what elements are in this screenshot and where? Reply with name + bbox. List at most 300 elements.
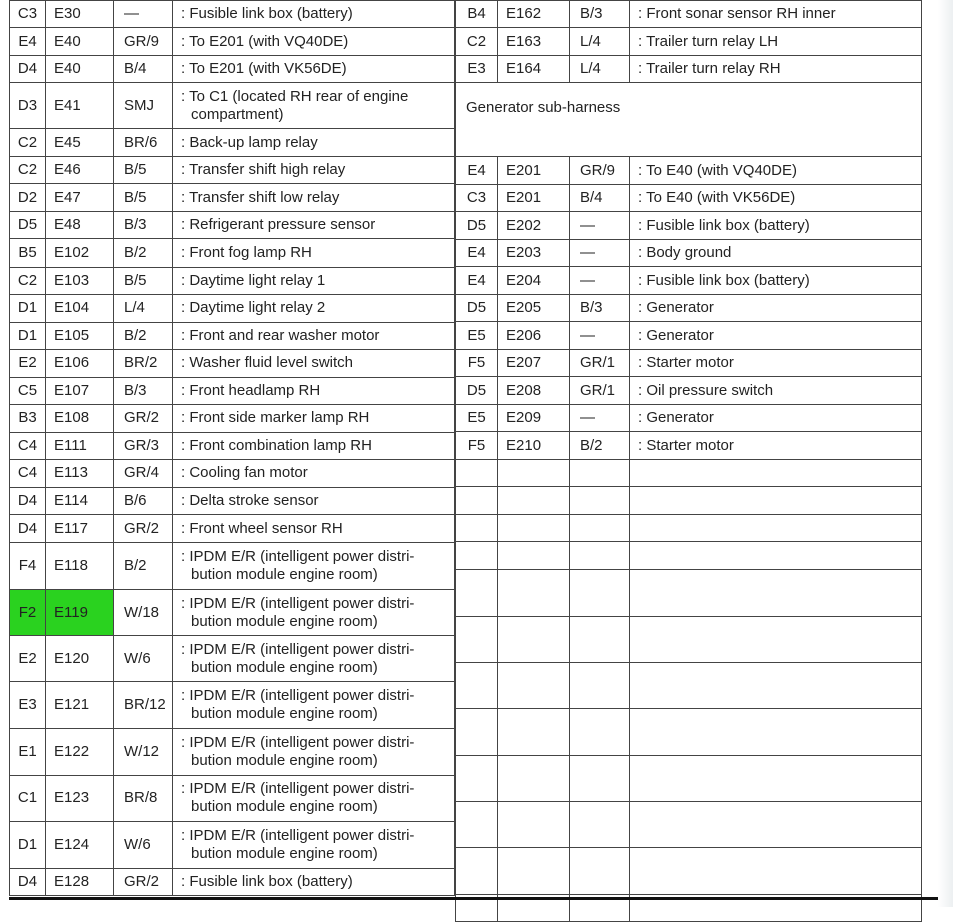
section-title: Generator sub-harness — [456, 83, 922, 157]
connector-spec-cell: W/6 — [114, 821, 173, 868]
grid-ref-cell: E2 — [10, 636, 46, 682]
grid-ref-cell: D2 — [10, 184, 46, 212]
connector-spec-cell: GR/2 — [114, 515, 173, 543]
grid-ref-cell: C3 — [10, 1, 46, 28]
connector-number-cell: E114 — [46, 487, 114, 514]
connector-spec-cell: GR/9 — [114, 28, 173, 56]
description-cell: : Trailer turn relay LH — [630, 28, 922, 56]
connector-number-cell: E204 — [498, 267, 570, 295]
description-cell: : Front sonar sensor RH inner — [630, 1, 922, 28]
connector-spec-cell: B/3 — [114, 377, 173, 404]
connector-spec-cell: B/5 — [114, 184, 173, 212]
grid-ref-cell: D1 — [10, 322, 46, 349]
connector-spec-cell: B/5 — [114, 157, 173, 184]
connector-number-cell: E113 — [46, 459, 114, 487]
grid-ref-cell: F4 — [10, 543, 46, 590]
table-row — [10, 349, 455, 377]
description-line: : Delta stroke sensor — [181, 491, 319, 509]
connector-list-document — [9, 0, 922, 896]
grid-ref-cell: E4 — [456, 157, 498, 185]
connector-number-cell: E117 — [46, 515, 114, 543]
connector-spec-cell: — — [570, 405, 630, 432]
description-line: : Front headlamp RH — [181, 381, 321, 399]
empty-cell — [630, 515, 922, 542]
description-cell — [173, 487, 455, 514]
table-row — [10, 267, 455, 294]
empty-row — [456, 542, 922, 570]
description-cell — [173, 129, 455, 157]
description-cell — [173, 377, 455, 404]
description-cell — [173, 184, 455, 212]
grid-ref-cell: E3 — [456, 56, 498, 83]
table-row — [10, 212, 455, 239]
empty-cell — [570, 515, 630, 542]
connector-number-cell: E105 — [46, 322, 114, 349]
table-row — [10, 821, 455, 868]
description-cell: : To E40 (with VQ40DE) — [630, 157, 922, 185]
description-line: compartment) — [191, 105, 284, 123]
grid-ref-cell: D4 — [10, 487, 46, 514]
connector-spec-cell: — — [570, 322, 630, 350]
connector-spec-cell: W/18 — [114, 590, 173, 636]
connector-number-cell: E162 — [498, 1, 570, 28]
connector-number-cell: E47 — [46, 184, 114, 212]
grid-ref-cell: E5 — [456, 405, 498, 432]
empty-cell — [630, 542, 922, 570]
table-row — [10, 56, 455, 83]
empty-cell — [630, 487, 922, 515]
connector-spec-cell: B/4 — [114, 56, 173, 83]
connector-spec-cell: BR/2 — [114, 349, 173, 377]
table-row — [456, 432, 922, 460]
connector-spec-cell: GR/9 — [570, 157, 630, 185]
connector-spec-cell: GR/3 — [114, 432, 173, 459]
description-line: : Washer fluid level switch — [181, 354, 354, 372]
connector-number-cell: E203 — [498, 240, 570, 267]
empty-cell — [456, 542, 498, 570]
empty-cell — [630, 709, 922, 756]
grid-ref-cell: C4 — [10, 459, 46, 487]
description-cell — [173, 515, 455, 543]
empty-cell — [570, 848, 630, 895]
connector-number-cell: E111 — [46, 432, 114, 459]
description-line: : To E201 (with VK56DE) — [181, 60, 347, 78]
grid-ref-cell: C5 — [10, 377, 46, 404]
connector-number-cell: E121 — [46, 682, 114, 729]
description-cell — [173, 294, 455, 322]
connector-number-cell: E107 — [46, 377, 114, 404]
empty-cell — [498, 663, 570, 709]
connector-number-cell: E119 — [46, 590, 114, 636]
empty-row — [456, 515, 922, 542]
description-line: bution module engine room) — [191, 566, 378, 584]
description-line: : IPDM E/R (intelligent power distri- — [181, 640, 415, 658]
empty-cell — [456, 570, 498, 617]
description-cell — [173, 432, 455, 459]
grid-ref-cell: D4 — [10, 56, 46, 83]
table-row — [10, 459, 455, 487]
grid-ref-cell: D5 — [10, 212, 46, 239]
empty-cell — [570, 756, 630, 802]
description-cell: : To E40 (with VK56DE) — [630, 185, 922, 212]
description-line: : Back-up lamp relay — [181, 133, 318, 151]
empty-row — [456, 663, 922, 709]
table-row — [10, 590, 455, 636]
empty-cell — [498, 515, 570, 542]
empty-cell — [570, 617, 630, 663]
description-cell — [173, 83, 455, 129]
description-cell — [173, 459, 455, 487]
connector-spec-cell: — — [570, 212, 630, 240]
description-cell — [173, 56, 455, 83]
description-cell — [173, 1, 455, 28]
table-row — [456, 1, 922, 28]
connector-spec-cell: B/6 — [114, 487, 173, 514]
grid-ref-cell: F5 — [456, 432, 498, 460]
grid-ref-cell: C2 — [10, 129, 46, 157]
description-line: : Daytime light relay 1 — [181, 271, 326, 289]
connector-spec-cell: B/2 — [570, 432, 630, 460]
description-cell — [173, 682, 455, 729]
connector-number-cell: E207 — [498, 350, 570, 377]
table-row — [10, 432, 455, 459]
grid-ref-cell: B3 — [10, 404, 46, 432]
grid-ref-cell: E5 — [456, 322, 498, 350]
table-row — [10, 636, 455, 682]
connector-spec-cell: GR/1 — [570, 350, 630, 377]
description-line: : IPDM E/R (intelligent power distri- — [181, 548, 415, 566]
bottom-rule — [9, 897, 949, 900]
description-line: : Cooling fan motor — [181, 464, 308, 482]
table-row — [10, 868, 455, 895]
grid-ref-cell: D5 — [456, 212, 498, 240]
table-row — [10, 129, 455, 157]
table-row — [10, 515, 455, 543]
connector-spec-cell: L/4 — [570, 56, 630, 83]
connector-number-cell: E102 — [46, 239, 114, 267]
table-row — [10, 322, 455, 349]
description-line: : Front and rear washer motor — [181, 326, 380, 344]
connector-spec-cell: BR/12 — [114, 682, 173, 729]
empty-cell — [630, 756, 922, 802]
grid-ref-cell: F2 — [10, 590, 46, 636]
connector-number-cell: E163 — [498, 28, 570, 56]
table-row — [10, 157, 455, 184]
grid-ref-cell: B4 — [456, 1, 498, 28]
connector-spec-cell: B/3 — [114, 212, 173, 239]
description-line: : Front wheel sensor RH — [181, 519, 343, 537]
connector-number-cell: E122 — [46, 729, 114, 775]
description-line: bution module engine room) — [191, 705, 378, 723]
connector-spec-cell: GR/1 — [570, 377, 630, 405]
connector-spec-cell: L/4 — [114, 294, 173, 322]
grid-ref-cell: D1 — [10, 821, 46, 868]
empty-cell — [498, 487, 570, 515]
description-line: bution module engine room) — [191, 798, 378, 816]
empty-cell — [456, 460, 498, 487]
empty-cell — [456, 756, 498, 802]
table-row — [456, 405, 922, 432]
description-line: bution module engine room) — [191, 844, 378, 862]
description-cell — [173, 868, 455, 895]
grid-ref-cell: D5 — [456, 295, 498, 322]
grid-ref-cell: E3 — [10, 682, 46, 729]
description-cell — [173, 349, 455, 377]
connector-number-cell: E128 — [46, 868, 114, 895]
empty-cell — [498, 848, 570, 895]
connector-number-cell: E104 — [46, 294, 114, 322]
connector-number-cell: E103 — [46, 267, 114, 294]
empty-cell — [456, 663, 498, 709]
description-line: : Daytime light relay 2 — [181, 299, 326, 317]
description-line: : Fusible link box (battery) — [181, 872, 353, 890]
connector-number-cell: E106 — [46, 349, 114, 377]
connector-spec-cell: GR/2 — [114, 868, 173, 895]
empty-cell — [456, 617, 498, 663]
connector-spec-cell: GR/2 — [114, 404, 173, 432]
description-cell — [173, 404, 455, 432]
empty-cell — [570, 542, 630, 570]
description-line: : To E201 (with VQ40DE) — [181, 32, 349, 50]
description-cell: : Starter motor — [630, 350, 922, 377]
empty-row — [456, 487, 922, 515]
connector-spec-cell: BR/8 — [114, 775, 173, 821]
table-row — [456, 56, 922, 83]
empty-cell — [456, 848, 498, 895]
connector-number-cell: E164 — [498, 56, 570, 83]
empty-row — [456, 709, 922, 756]
empty-cell — [498, 570, 570, 617]
connector-spec-cell: — — [570, 267, 630, 295]
table-row — [456, 267, 922, 295]
empty-cell — [498, 756, 570, 802]
empty-cell — [630, 570, 922, 617]
empty-cell — [570, 802, 630, 848]
description-line: : Refrigerant pressure sensor — [181, 216, 376, 234]
empty-cell — [570, 487, 630, 515]
empty-cell — [456, 487, 498, 515]
empty-cell — [630, 802, 922, 848]
connector-spec-cell: B/5 — [114, 267, 173, 294]
connector-number-cell: E208 — [498, 377, 570, 405]
grid-ref-cell: D4 — [10, 868, 46, 895]
description-cell: : Body ground — [630, 240, 922, 267]
table-row — [10, 28, 455, 56]
connector-spec-cell: B/3 — [570, 1, 630, 28]
table-row — [456, 240, 922, 267]
connector-number-cell: E30 — [46, 1, 114, 28]
grid-ref-cell: C3 — [456, 185, 498, 212]
empty-cell — [630, 848, 922, 895]
empty-cell — [630, 617, 922, 663]
empty-cell — [630, 663, 922, 709]
empty-row — [456, 570, 922, 617]
connector-number-cell: E210 — [498, 432, 570, 460]
description-cell — [173, 28, 455, 56]
table-row — [456, 295, 922, 322]
description-cell — [173, 729, 455, 775]
table-row — [10, 184, 455, 212]
description-line: : IPDM E/R (intelligent power distri- — [181, 780, 415, 798]
connector-spec-cell: — — [570, 240, 630, 267]
connector-spec-cell: BR/6 — [114, 129, 173, 157]
table-row — [10, 682, 455, 729]
description-cell — [173, 590, 455, 636]
description-cell: : Starter motor — [630, 432, 922, 460]
grid-ref-cell: E4 — [456, 267, 498, 295]
description-line: : IPDM E/R (intelligent power distri- — [181, 687, 415, 705]
empty-cell — [498, 802, 570, 848]
connector-number-cell: E209 — [498, 405, 570, 432]
grid-ref-cell: C4 — [10, 432, 46, 459]
description-line: : Front side marker lamp RH — [181, 409, 370, 427]
empty-cell — [570, 460, 630, 487]
grid-ref-cell: E1 — [10, 729, 46, 775]
description-cell — [173, 267, 455, 294]
table-row — [10, 775, 455, 821]
description-line: bution module engine room) — [191, 612, 378, 630]
empty-row — [456, 802, 922, 848]
connector-number-cell: E201 — [498, 157, 570, 185]
grid-ref-cell: D4 — [10, 515, 46, 543]
empty-cell — [570, 663, 630, 709]
grid-ref-cell: D5 — [456, 377, 498, 405]
table-row — [10, 543, 455, 590]
description-cell — [173, 322, 455, 349]
empty-row — [456, 460, 922, 487]
grid-ref-cell: C1 — [10, 775, 46, 821]
description-line: : IPDM E/R (intelligent power distri- — [181, 826, 415, 844]
empty-row — [456, 848, 922, 895]
description-cell — [173, 239, 455, 267]
description-cell — [173, 157, 455, 184]
description-line: : Transfer shift low relay — [181, 188, 340, 206]
description-cell: : Generator — [630, 295, 922, 322]
table-row — [10, 1, 455, 28]
description-line: : Transfer shift high relay — [181, 161, 346, 179]
connector-spec-cell: B/2 — [114, 239, 173, 267]
description-cell — [173, 212, 455, 239]
description-cell — [173, 636, 455, 682]
description-cell: : Fusible link box (battery) — [630, 212, 922, 240]
connector-spec-cell: B/2 — [114, 543, 173, 590]
connector-number-cell: E120 — [46, 636, 114, 682]
connector-number-cell: E46 — [46, 157, 114, 184]
connector-spec-cell: SMJ — [114, 83, 173, 129]
empty-cell — [498, 617, 570, 663]
connector-number-cell: E48 — [46, 212, 114, 239]
empty-cell — [498, 709, 570, 756]
connector-number-cell: E206 — [498, 322, 570, 350]
table-row — [456, 377, 922, 405]
connector-number-cell: E201 — [498, 185, 570, 212]
description-line: : Fusible link box (battery) — [181, 5, 353, 23]
connector-spec-cell: B/2 — [114, 322, 173, 349]
grid-ref-cell: E4 — [456, 240, 498, 267]
empty-cell — [498, 460, 570, 487]
table-row — [456, 185, 922, 212]
empty-cell — [570, 709, 630, 756]
description-cell — [173, 821, 455, 868]
section-header-row — [456, 83, 922, 157]
grid-ref-cell: D3 — [10, 83, 46, 129]
description-line: : Front fog lamp RH — [181, 244, 312, 261]
grid-ref-cell: E2 — [10, 349, 46, 377]
empty-cell — [456, 515, 498, 542]
connector-table-left — [9, 0, 455, 896]
connector-spec-cell: GR/4 — [114, 459, 173, 487]
connector-number-cell: E205 — [498, 295, 570, 322]
empty-cell — [498, 542, 570, 570]
table-row — [10, 729, 455, 775]
empty-cell — [456, 709, 498, 756]
empty-cell — [630, 460, 922, 487]
connector-number-cell: E124 — [46, 821, 114, 868]
connector-table-right — [455, 0, 922, 922]
table-row — [456, 350, 922, 377]
description-line: : IPDM E/R (intelligent power distri- — [181, 594, 415, 612]
table-row — [10, 83, 455, 129]
connector-number-cell: E45 — [46, 129, 114, 157]
description-cell: : Fusible link box (battery) — [630, 267, 922, 295]
empty-cell — [570, 570, 630, 617]
connector-spec-cell: B/4 — [570, 185, 630, 212]
grid-ref-cell: D1 — [10, 294, 46, 322]
table-row — [456, 28, 922, 56]
connector-number-cell: E40 — [46, 28, 114, 56]
connector-spec-cell: W/12 — [114, 729, 173, 775]
grid-ref-cell: B5 — [10, 239, 46, 267]
connector-spec-cell: B/3 — [570, 295, 630, 322]
empty-row — [456, 617, 922, 663]
description-cell — [173, 543, 455, 590]
description-cell: : Generator — [630, 405, 922, 432]
description-cell — [173, 775, 455, 821]
description-line: bution module engine room) — [191, 658, 378, 676]
description-cell: : Oil pressure switch — [630, 377, 922, 405]
description-line: : Front combination lamp RH — [181, 436, 372, 454]
table-row — [10, 377, 455, 404]
connector-spec-cell: — — [114, 1, 173, 28]
table-row — [456, 157, 922, 185]
connector-spec-cell: L/4 — [570, 28, 630, 56]
connector-number-cell: E108 — [46, 404, 114, 432]
empty-row — [456, 756, 922, 802]
connector-spec-cell: W/6 — [114, 636, 173, 682]
grid-ref-cell: F5 — [456, 350, 498, 377]
connector-number-cell: E202 — [498, 212, 570, 240]
table-row — [10, 294, 455, 322]
description-line: bution module engine room) — [191, 752, 378, 769]
table-row — [456, 212, 922, 240]
connector-number-cell: E118 — [46, 543, 114, 590]
description-line: : IPDM E/R (intelligent power distri- — [181, 734, 415, 751]
connector-number-cell: E41 — [46, 83, 114, 129]
empty-cell — [456, 802, 498, 848]
description-cell: : Trailer turn relay RH — [630, 56, 922, 83]
page-edge-shadow — [938, 0, 953, 907]
connector-number-cell: E123 — [46, 775, 114, 821]
table-row — [10, 404, 455, 432]
description-cell: : Generator — [630, 322, 922, 350]
table-row — [456, 322, 922, 350]
connector-number-cell: E40 — [46, 56, 114, 83]
grid-ref-cell: C2 — [10, 267, 46, 294]
grid-ref-cell: C2 — [456, 28, 498, 56]
grid-ref-cell: C2 — [10, 157, 46, 184]
description-line: : To C1 (located RH rear of engine — [181, 87, 409, 105]
grid-ref-cell: E4 — [10, 28, 46, 56]
